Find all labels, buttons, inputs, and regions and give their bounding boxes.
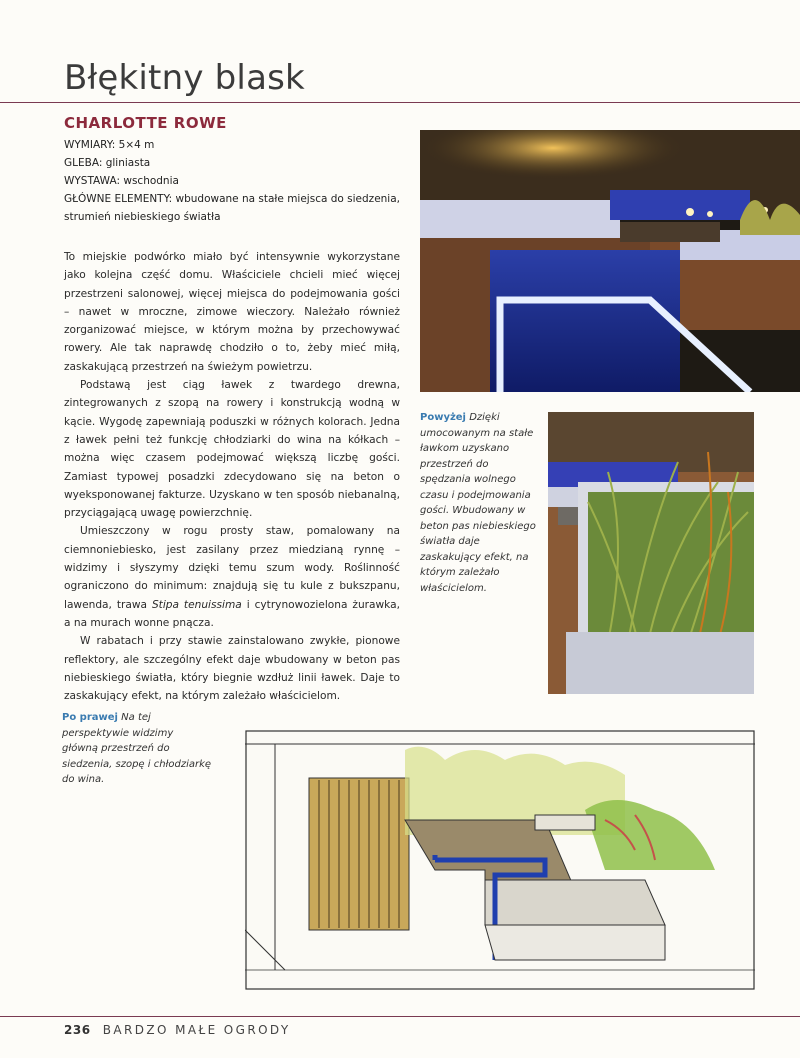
perspective-sketch — [245, 730, 755, 990]
caption-text: Dzięki umocowanym na stałe ławkom uzyskano przestrzeń do spędzania wolnego czasu i podejmowania gości. Wbudowany w beton pas niebieskiego światła daje zaskakujący efekt, na którym zależało właścicielom. — [420, 412, 536, 594]
spec-label: WYMIARY: — [64, 139, 116, 151]
garden-photo-planter — [548, 412, 754, 694]
paragraph: W rabatach i przy stawie zainstalowano zwykłe, pionowe reflektory, ale szczególny efekt daje wbudowany w beton pas niebieskiego światła, który biegnie wzdłuż linii ławek. Daje to zaskakujący efekt, na którym zależało właścicielom. — [64, 635, 400, 703]
designer-name: CHARLOTTE ROWE — [64, 114, 227, 132]
page-title: Błękitny blask — [64, 58, 305, 98]
footer-rule — [0, 1016, 800, 1017]
article-body — [64, 248, 400, 705]
spec-soil — [64, 154, 150, 172]
spec-value: 5×4 m — [118, 139, 155, 151]
page-footer — [64, 1023, 291, 1037]
spec-value: strumień niebieskiego światła — [64, 211, 221, 223]
spec-main-elements-cont — [64, 208, 221, 226]
spec-exposure — [64, 172, 179, 190]
spec-dimensions — [64, 136, 154, 154]
spec-label: WYSTAWA: — [64, 175, 121, 187]
caption-lead: Powyżej — [420, 412, 466, 423]
garden-photo-night — [420, 130, 800, 392]
paragraph: Umieszczony w rogu prosty staw, pomalowany na ciemnoniebiesko, jest zasilany przez miedzianą rynnę – widzimy i słyszymy dzięki temu szum wody. Roślinność ograniczono do minimum: znajdują się tu kule z bukszpanu, lawenda, trawa Stipa tenuissima i cytrynowozielona żurawka, a na murach wonne pnącza. — [64, 525, 400, 629]
plant-name: Stipa tenuissima — [151, 598, 242, 611]
book-title: BARDZO MAŁE OGRODY — [102, 1023, 291, 1037]
spec-label: GLEBA: — [64, 157, 103, 169]
spec-value: gliniasta — [105, 157, 151, 169]
page-number: 236 — [64, 1023, 91, 1037]
paragraph: To miejskie podwórko miało być intensywnie wykorzystane jako kolejna część domu. Właściciele chcieli mieć więcej przestrzeni salonowej, więcej miejsca do podejmowania gości – nawet w mroczne, zimowe wieczory. Należało również zorganizować miejsce, w którym można by przechowywać rowery. Ale tak naprawdę chodziło o to, żeby mieć miłą, zaskakującą przestrzeń na świeżym powietrzu. — [64, 251, 400, 373]
caption-right — [62, 710, 212, 788]
paragraph: Podstawą jest ciąg ławek z twardego drewna, zintegrowanych z szopą na rowery i konstrukcją wodną w kącie. Wygodę zapewniają poduszki w różnych kolorach. Jedna z ławek pełni też funkcję chłodziarki do wina na kółkach – można więc czasem podejmować większą liczbę gości. Zamiast typowej posadzki zdecydowano się na beton o wyeksponowanej fakturze. Uzyskano w ten sposób niebanalną, przyciągającą uwagę powierzchnię. — [64, 379, 400, 520]
caption-above — [420, 410, 538, 596]
caption-lead: Po prawej — [62, 712, 118, 723]
header-rule — [0, 102, 800, 103]
spec-value: wbudowane na stałe miejsca do siedzenia, — [175, 193, 400, 205]
spec-label: GŁÓWNE ELEMENTY: — [64, 193, 173, 205]
caption-text: Na tej perspektywie widzimy główną przestrzeń do siedzenia, szopę i chłodziarkę do wina. — [62, 712, 212, 785]
spec-main-elements — [64, 190, 400, 208]
spec-value: wschodnia — [123, 175, 179, 187]
